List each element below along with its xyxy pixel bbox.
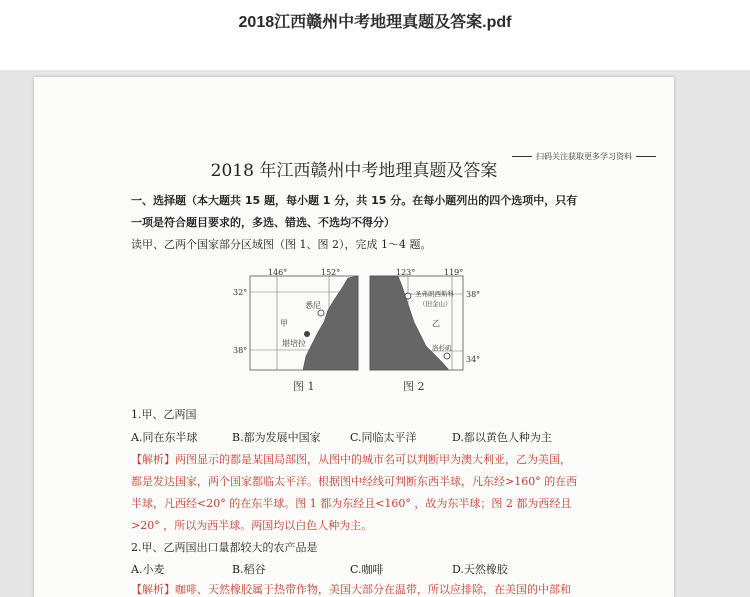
- section-heading-line1: 一、选择题（本大题共 15 题，每小题 1 分，共 15 分。在每小题列出的四个选项中，只有: [131, 194, 578, 207]
- fig1-place-sydney: 悉尼: [305, 301, 321, 310]
- watermark-text: 扫码关注获取更多学习资料: [536, 152, 632, 161]
- figure-maps: [230, 266, 486, 396]
- q1-analysis-line4: >20° ，所以为西半球。两国均以白色人种为主。: [131, 519, 373, 532]
- fig2-lat-label-2: 34°: [466, 355, 481, 364]
- q1-analysis-line3: 半球，凡西经<20° 的在东半球。图 1 都为东经且<160° ，故为东半球；图 2 都为西经且: [131, 497, 572, 510]
- fig2-place-yi: 乙: [432, 319, 440, 328]
- q2-option-b: B.稻谷: [232, 563, 266, 576]
- q2-analysis-partial: 【解析】咖啡、天然橡胶属于热带作物，美国大部分在温带，所以应排除，在美国的中部和: [131, 583, 571, 596]
- figure-2-map: [370, 268, 480, 393]
- fig2-place-sanfrancisco-alt: （旧金山）: [419, 300, 452, 308]
- q2-stem: 2.甲、乙两国出口量都较大的农产品是: [131, 541, 318, 554]
- figure-2-caption: 图 2: [403, 380, 425, 393]
- question-intro: 读甲、乙两个国家部分区域图（图 1、图 2），完成 1～4 题。: [131, 238, 432, 251]
- fig1-place-jia: 甲: [280, 319, 288, 328]
- fig1-lat-label-2: 38°: [233, 346, 248, 355]
- q1-analysis-line1: 【解析】两图显示的都是某国局部图，从图中的城市名可以判断甲为澳大利亚，乙为美国，: [131, 453, 571, 466]
- fig1-lat-label-1: 32°: [233, 288, 248, 297]
- section-heading-line2: 一项是符合题目要求的，多选、错选、不选均不得分）: [131, 216, 395, 229]
- q2-option-c: C.咖啡: [350, 563, 384, 576]
- q1-option-c: C.同临太平洋: [350, 431, 417, 444]
- fig2-lat-label-1: 38°: [466, 290, 481, 299]
- fig2-lon-label-1: 123°: [396, 268, 416, 277]
- q1-option-a: A.同在东半球: [131, 431, 198, 444]
- q2-option-d: D.天然橡胶: [452, 563, 508, 576]
- fig2-lon-label-2: 119°: [444, 268, 464, 277]
- q1-analysis-line2: 都是发达国家，两个国家都临太平洋。根据图中经线可判断东西半球，凡东经>160° 的在西: [131, 475, 578, 488]
- fig2-place-sanfrancisco: 圣弗朗西斯科: [415, 290, 454, 298]
- pdf-page[interactable]: [34, 77, 674, 597]
- fig2-place-losangeles: 洛杉矶: [432, 344, 452, 352]
- fig1-lon-label-1: 146°: [268, 268, 288, 277]
- q1-stem: 1.甲、乙两国: [131, 408, 197, 421]
- figure-1-map: [233, 268, 358, 393]
- q1-option-b: B.都为发展中国家: [232, 431, 321, 444]
- fig1-lon-label-2: 152°: [321, 268, 341, 277]
- viewer-toolbar: [0, 0, 750, 70]
- figure-1-caption: 图 1: [293, 380, 315, 393]
- q1-option-d: D.都以黄色人种为主: [452, 431, 552, 444]
- q2-option-a: A.小麦: [131, 563, 165, 576]
- paper-title: 2018 年江西赣州中考地理真题及答案: [210, 161, 498, 181]
- file-title: 2018江西赣州中考地理真题及答案.pdf: [238, 14, 512, 31]
- fig1-place-canberra: 堪培拉: [282, 339, 306, 348]
